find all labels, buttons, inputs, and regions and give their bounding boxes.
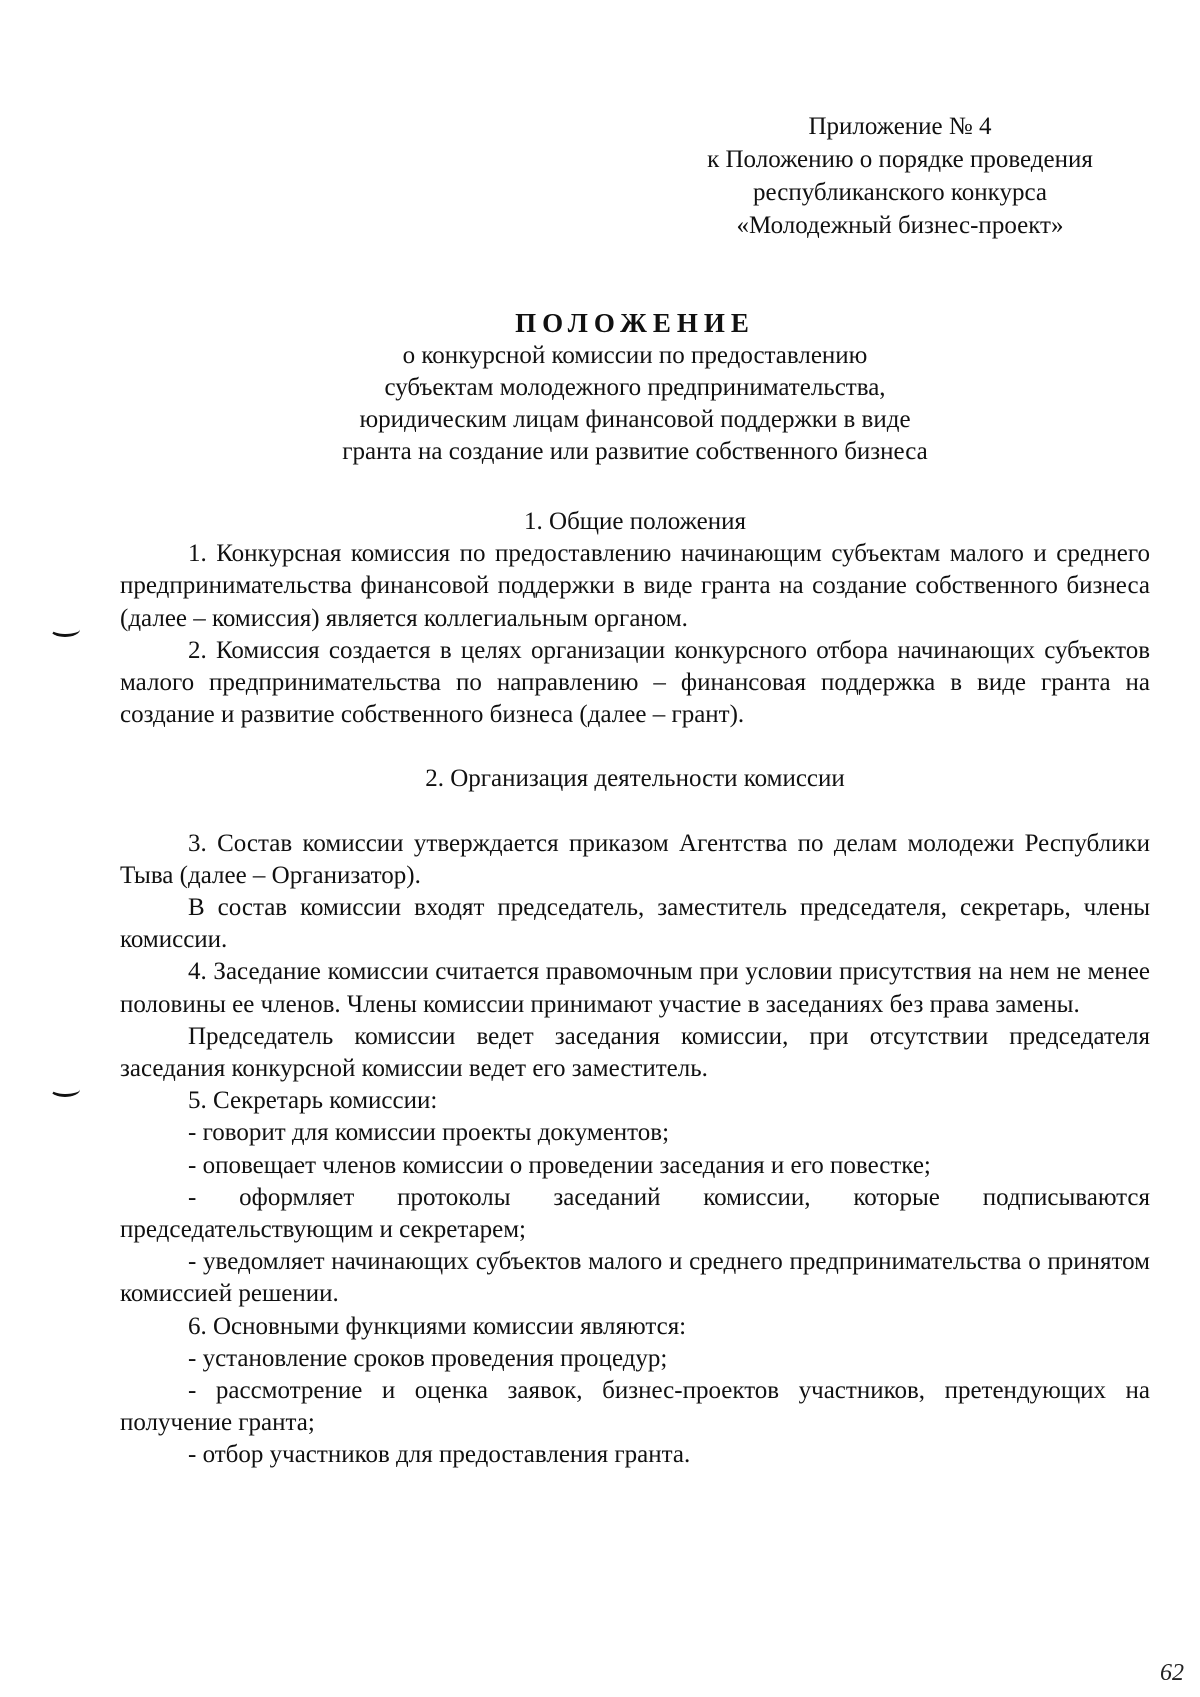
subtitle-line: юридическим лицам финансовой поддержки в виде <box>359 406 911 433</box>
paragraph: 6. Основными функциями комиссии являются: <box>188 1312 687 1340</box>
list-item: - говорит для комиссии проекты документов; <box>188 1119 670 1147</box>
section-heading-general: 1. Общие положения <box>524 508 746 535</box>
list-item: - уведомляет начинающих субъектов малого и среднего предпринимательства о принятом комиссией решении. <box>120 1248 1150 1308</box>
appendix-line: к Положению о порядке проведения <box>707 146 1093 173</box>
paragraph: 5. Секретарь комиссии: <box>188 1087 438 1115</box>
list-item: - оповещает членов комиссии о проведении заседания и его повестке; <box>188 1151 931 1179</box>
appendix-header <box>660 110 1140 242</box>
subtitle-line: о конкурсной комиссии по предоставлению <box>402 342 868 369</box>
appendix-line: Приложение № 4 <box>808 113 992 140</box>
subtitle-line: гранта на создание или развитие собственного бизнеса <box>342 438 928 465</box>
page-number: 62 <box>1160 1660 1184 1686</box>
list-item: - установление сроков проведения процедур; <box>188 1344 668 1372</box>
list-item: - оформляет протоколы заседаний комиссии, которые подписываются председательствующим и секретарем; <box>120 1183 1150 1244</box>
list-item: - отбор участников для предоставления гранта. <box>188 1441 691 1469</box>
paragraph: Председатель комиссии ведет заседания комиссии, при отсутствии председателя заседания конкурсной комиссии ведет его заместитель. <box>120 1022 1150 1083</box>
document-body <box>120 506 1150 1472</box>
subtitle-line: субъектам молодежного предпринимательства, <box>384 374 886 401</box>
paragraph: В состав комиссии входят председатель, заместитель председателя, секретарь, члены комиссии. <box>120 894 1150 954</box>
title-block <box>120 306 1150 468</box>
paragraph: 4. Заседание комиссии считается правомочным при условии присутствия на нем не менее половины ее членов. Члены комиссии принимают участие в заседаниях без права замены. <box>120 958 1150 1018</box>
section-heading-organization: 2. Организация деятельности комиссии <box>425 765 845 793</box>
appendix-line: республиканского конкурса <box>753 179 1047 206</box>
appendix-line: «Молодежный бизнес-проект» <box>736 212 1064 239</box>
paragraph: 2. Комиссия создается в целях организации конкурсного отбора начинающих субъектов малого предпринимательства по направлению – финансовая поддержка в виде гранта на создание и развитие собственного бизнеса (далее – грант). <box>120 636 1150 729</box>
document-title: ПОЛОЖЕНИЕ <box>515 308 755 338</box>
paragraph: 3. Состав комиссии утверждается приказом Агентства по делам молодежи Республики Тыва (далее – Организатор). <box>120 829 1150 889</box>
list-item: - рассмотрение и оценка заявок, бизнес-проектов участников, претендующих на получение гранта; <box>120 1377 1150 1437</box>
paragraph: 1. Конкурсная комиссия по предоставлению начинающим субъектам малого и среднего предпринимательства финансовой поддержки в виде гранта на создание собственного бизнеса (далее – комиссия) является коллегиальным органом. <box>120 540 1150 632</box>
document-subtitle <box>120 340 1150 468</box>
margin-mark <box>50 1082 80 1097</box>
margin-mark <box>50 622 80 637</box>
